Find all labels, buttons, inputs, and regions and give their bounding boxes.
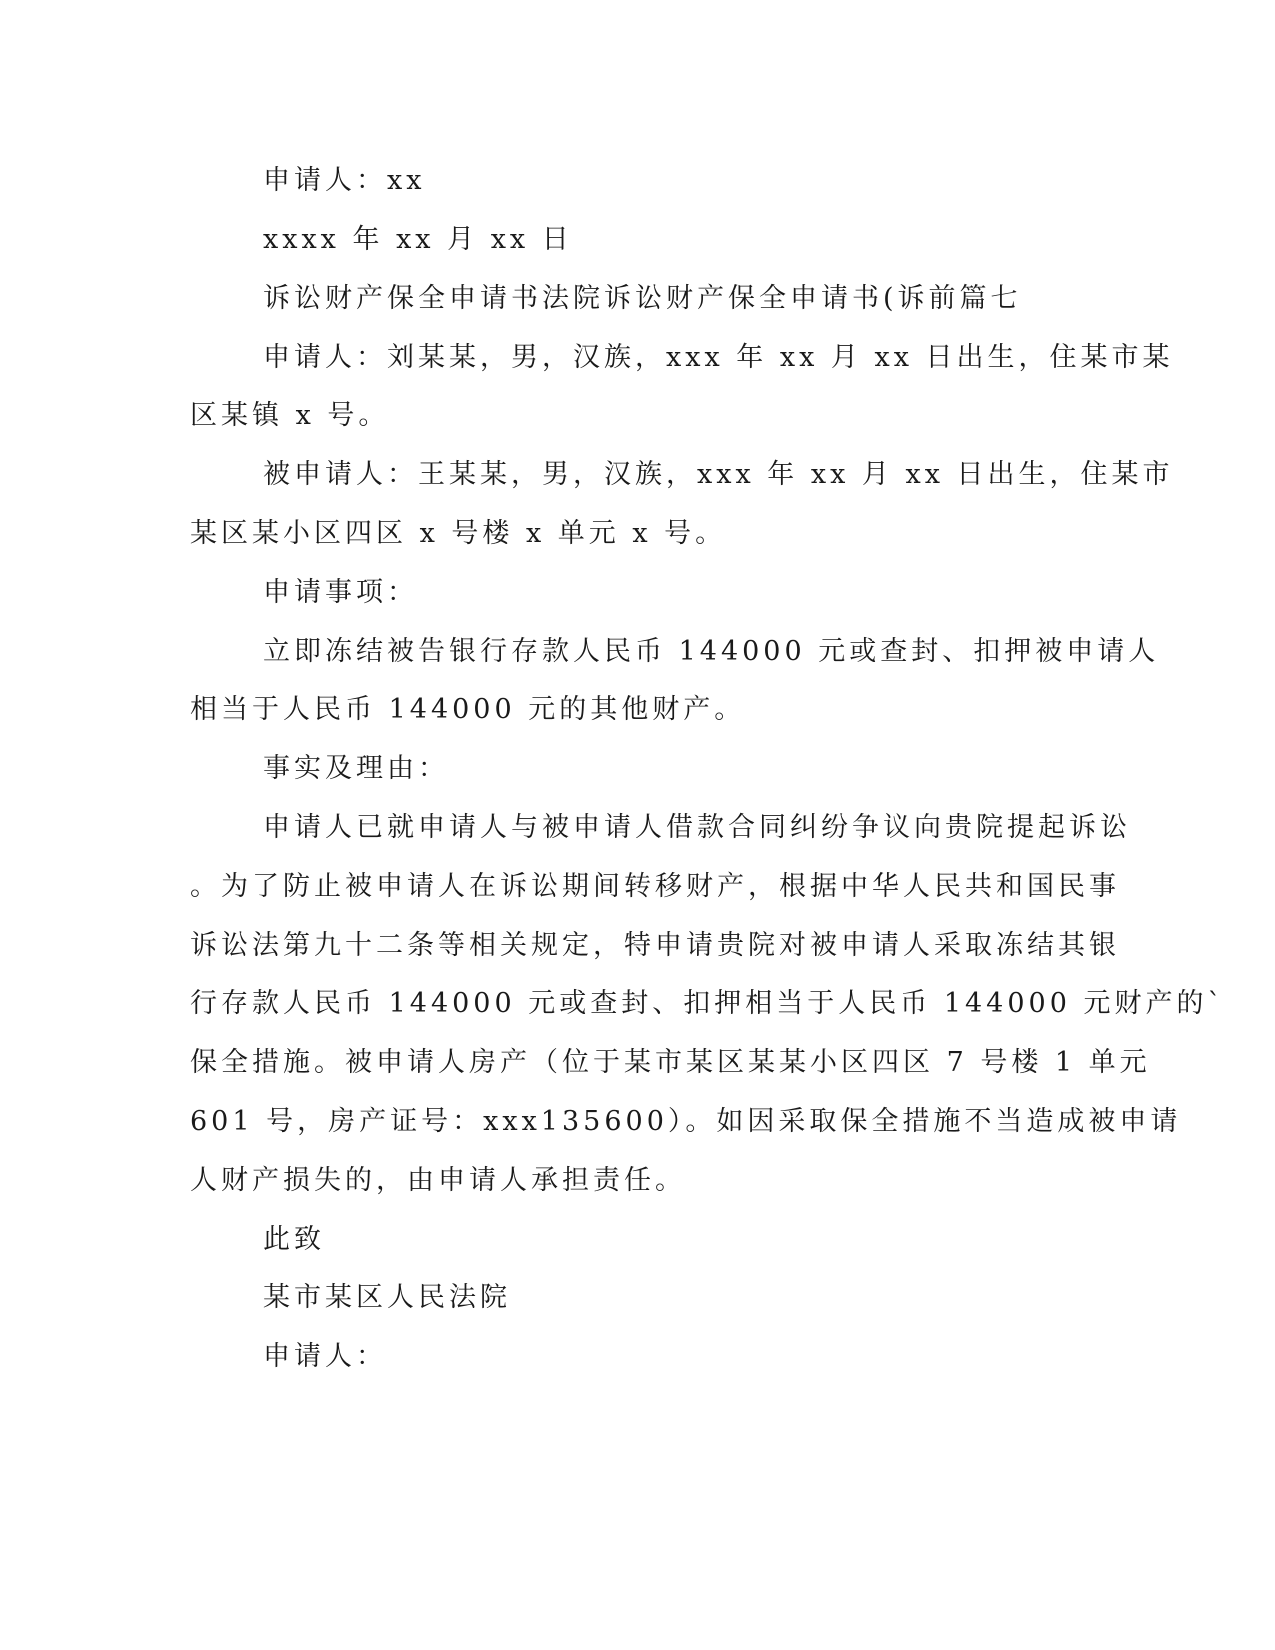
request-body-line-2: 相当于人民币 144000 元的其他财产。 [190, 694, 746, 725]
date-line: xxxx 年 xx 月 xx 日 [263, 224, 573, 255]
facts-body-line-1: 申请人已就申请人与被申请人借款合同纠纷争议向贵院提起诉讼 [263, 812, 1131, 843]
court-name: 某市某区人民法院 [263, 1282, 511, 1313]
respondent-info-line-1: 被申请人：王某某，男，汉族，xxx 年 xx 月 xx 日出生，住某市 [263, 459, 1174, 490]
request-heading: 申请事项： [263, 577, 418, 608]
facts-body-line-6: 601 号，房产证号：xxx135600）。如因采取保全措施不当造成被申请 [190, 1106, 1182, 1137]
facts-body-line-3: 诉讼法第九十二条等相关规定，特申请贵院对被申请人采取冻结其银 [190, 930, 1120, 961]
facts-body-line-5: 保全措施。被申请人房产（位于某市某区某某小区四区 7 号楼 1 单元 [190, 1047, 1151, 1078]
request-body-line-1: 立即冻结被告银行存款人民币 144000 元或查封、扣押被申请人 [263, 636, 1160, 667]
salutation: 此致 [263, 1224, 325, 1255]
facts-body-line-2: 。为了防止被申请人在诉讼期间转移财产，根据中华人民共和国民事 [190, 871, 1120, 902]
applicant-info-line-1: 申请人：刘某某，男，汉族，xxx 年 xx 月 xx 日出生，住某市某 [263, 342, 1174, 373]
respondent-info-line-2: 某区某小区四区 x 号楼 x 单元 x 号。 [190, 518, 727, 549]
facts-body-line-7: 人财产损失的，由申请人承担责任。 [190, 1165, 686, 1196]
facts-heading: 事实及理由： [263, 753, 449, 784]
applicant-signature-line: 申请人：xx [263, 165, 426, 196]
document-title: 诉讼财产保全申请书法院诉讼财产保全申请书(诉前篇七 [263, 283, 1022, 314]
applicant-info-line-2: 区某镇 x 号。 [190, 400, 390, 431]
facts-body-line-4: 行存款人民币 144000 元或查封、扣押相当于人民币 144000 元财产的` [190, 988, 1225, 1019]
closing-applicant-line: 申请人： [263, 1341, 387, 1372]
